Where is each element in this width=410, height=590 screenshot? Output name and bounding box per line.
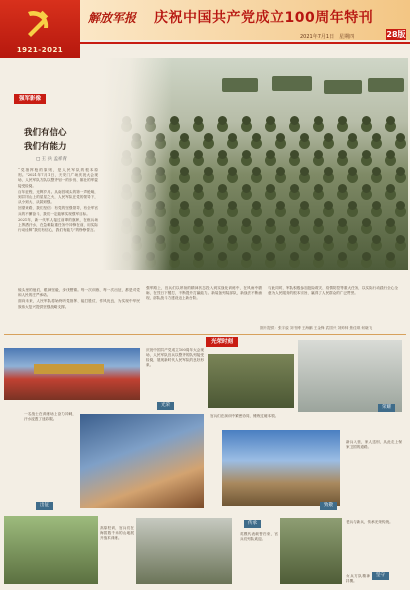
- soldier-shape: [314, 184, 323, 193]
- soldier-shape: [396, 201, 405, 210]
- soldier-shape: [324, 167, 333, 176]
- page-header: [0, 0, 410, 58]
- soldier-shape: [372, 133, 381, 142]
- soldier-shape: [180, 201, 189, 210]
- soldier-shape: [338, 150, 347, 159]
- photo-caption: 新兵入营，家人送别，从此走上保家卫国的道路。: [346, 440, 402, 449]
- soldier-shape: [218, 150, 227, 159]
- soldier-shape: [386, 252, 395, 261]
- soldier-shape: [252, 235, 261, 244]
- soldier-shape: [180, 167, 189, 176]
- issue-date: 2021年7月1日 星期四: [300, 34, 355, 40]
- soldier-shape: [396, 133, 405, 142]
- photo-caption: 官兵们在演训中紧密协同，锤炼过硬本领。: [210, 414, 279, 418]
- soldier-shape: [228, 133, 237, 142]
- soldier-shape: [194, 252, 203, 261]
- article-title-line2: 我们有能力: [24, 142, 67, 152]
- soldier-shape: [372, 201, 381, 210]
- article-paragraph: 百年征程，光辉岁月。从南昌城头的第一声枪响，到井冈山上的星星之火，人民军队在党的领导下，从小到大、从弱到强。: [18, 189, 98, 205]
- soldier-shape: [194, 184, 203, 193]
- soldier-shape: [362, 184, 371, 193]
- soldier-shape: [266, 252, 275, 261]
- photo-farewell: [80, 414, 204, 508]
- soldier-shape: [324, 235, 333, 244]
- soldier-shape: [204, 133, 213, 142]
- soldier-shape: [372, 235, 381, 244]
- photo-caption: 一名战士在训练场上奋力冲刺，汗水浸透了迷彩服。: [24, 412, 76, 421]
- soldier-shape: [228, 167, 237, 176]
- photo-caption: 英模代表载誉归来，官兵们列队欢迎。: [240, 532, 278, 541]
- party-emblem-icon: [20, 6, 56, 42]
- photo-mountain-training: [222, 430, 340, 506]
- article-paragraph: 与此同时，军队积极参加抢险救灾、疫情防控等重大任务，以实际行动践行全心全意为人民服务的根本宗旨，赢得了人民群众的广泛赞誉。: [268, 286, 398, 296]
- soldier-shape: [218, 218, 227, 227]
- soldier-shape: [242, 184, 251, 193]
- soldier-shape: [266, 116, 275, 125]
- soldier-shape: [266, 150, 275, 159]
- soldier-shape: [300, 167, 309, 176]
- tank-shape: [368, 78, 404, 92]
- soldier-shape: [194, 116, 203, 125]
- soldier-shape: [338, 218, 347, 227]
- photo-credit: 图片提供：张宇骁 刘书博 王海鹏 王金锋 武国兴 刘帅帅 焦佳琪 何晓飞: [260, 326, 373, 330]
- tank-shape: [272, 76, 312, 91]
- soldier-shape: [338, 116, 347, 125]
- photo-soldiers-training: [298, 340, 402, 412]
- soldier-shape: [338, 184, 347, 193]
- soldier-shape: [386, 218, 395, 227]
- article-column-2: [146, 286, 262, 328]
- soldier-shape: [242, 150, 251, 159]
- photo-honor-guard: [136, 518, 232, 584]
- soldier-shape: [300, 201, 309, 210]
- article-paragraph: 回望来路，我们坚信：有党的坚强领导，有全军官兵的不懈奋斗，我们一定能够实现强军目标。: [18, 206, 98, 216]
- soldier-shape: [242, 252, 251, 261]
- soldier-shape: [348, 235, 357, 244]
- photo-caption: 老兵与新兵，传承光荣传统。: [346, 520, 393, 524]
- soldier-shape: [266, 218, 275, 227]
- article-column-left: [18, 168, 98, 286]
- soldier-shape: [204, 235, 213, 244]
- soldier-shape: [362, 150, 371, 159]
- soldier-shape: [218, 252, 227, 261]
- soldier-shape: [386, 116, 395, 125]
- photo-label: 荣耀: [378, 404, 395, 412]
- soldier-shape: [348, 133, 357, 142]
- soldier-shape: [338, 252, 347, 261]
- soldier-shape: [314, 218, 323, 227]
- article-title-line1: 我们有信心: [24, 128, 67, 138]
- soldier-shape: [242, 218, 251, 227]
- soldier-shape: [348, 201, 357, 210]
- hero-photo-fade: [102, 58, 172, 270]
- tank-shape: [324, 80, 362, 94]
- soldier-shape: [242, 116, 251, 125]
- header-rule: [80, 42, 410, 44]
- special-issue-title: 庆祝中国共产党成立100周年特刊: [154, 10, 374, 26]
- soldier-shape: [290, 116, 299, 125]
- soldier-shape: [276, 133, 285, 142]
- soldier-shape: [252, 133, 261, 142]
- soldier-shape: [314, 252, 323, 261]
- soldier-shape: [386, 184, 395, 193]
- section-tag-military: 强军影像: [14, 94, 46, 104]
- soldier-shape: [290, 150, 299, 159]
- photo-caption: 庆祝中国共产党成立100周年大会现场，人民军队官兵以整齐的队列接受检阅，展现新时代人民军队的良好形象。: [146, 348, 204, 367]
- soldier-shape: [290, 252, 299, 261]
- soldier-shape: [362, 218, 371, 227]
- hero-photo-troops: [102, 58, 408, 270]
- soldier-shape: [180, 235, 189, 244]
- soldier-shape: [276, 235, 285, 244]
- soldier-shape: [204, 201, 213, 210]
- soldier-shape: [300, 133, 309, 142]
- soldier-shape: [362, 252, 371, 261]
- soldier-shape: [324, 133, 333, 142]
- photo-caption: 女兵方队精神抖擞。: [346, 574, 370, 583]
- soldier-shape: [228, 201, 237, 210]
- article-paragraph: 镜头里的他们，眼神坚毅，步伐铿锵。每一次训练、每一次出征，都是对党和人民的庄严承诺。: [18, 288, 140, 298]
- soldier-shape: [362, 116, 371, 125]
- article-paragraph: 强军路上，官兵们以昂扬的精神状态投入到实战化训练中，在风雨中磨砺，在烈日下锻打，不断提升打赢能力。新装备列装部队，新战法不断涌现，部队战斗力建设迈上新台阶。: [146, 286, 262, 301]
- soldier-shape: [252, 167, 261, 176]
- soldier-shape: [180, 133, 189, 142]
- photo-veterans: [4, 516, 98, 584]
- photo-label: 致敬: [320, 502, 337, 510]
- soldier-shape: [266, 184, 275, 193]
- article-paragraph: 面向未来，人民军队将始终听党指挥、能打胜仗、作风优良，为实现中华民族伟大复兴提供坚强战略支撑。: [18, 299, 140, 309]
- article-column-1: [18, 288, 140, 328]
- soldier-shape: [396, 235, 405, 244]
- soldier-shape: [396, 167, 405, 176]
- soldier-shape: [194, 150, 203, 159]
- photo-soldiers-row: [208, 354, 294, 408]
- article-column-3: [268, 286, 398, 320]
- soldier-shape: [314, 116, 323, 125]
- soldier-shape: [218, 116, 227, 125]
- gate-roof-shape: [34, 364, 104, 374]
- soldier-shape: [300, 235, 309, 244]
- soldier-shape: [252, 201, 261, 210]
- soldier-shape: [276, 167, 285, 176]
- article-paragraph: “党指挥枪的原则，是人民军队的根本原则。”2021年7月1日，天安门广场庆祝大会现场，人民军队方队以整齐划一的步伐、雄壮的军姿接受检阅。: [18, 168, 98, 188]
- photo-label: 坚守: [372, 572, 389, 580]
- page-number-badge: 28版: [386, 30, 406, 39]
- photo-label: 光荣: [157, 402, 174, 410]
- article-byline: □ 王 兵 孟祥青: [36, 157, 68, 162]
- soldier-shape: [290, 184, 299, 193]
- photo-label: 出征: [36, 502, 53, 510]
- newspaper-brand: 解放军报: [88, 11, 137, 25]
- section-tag-glory: 光荣时刻: [206, 337, 238, 347]
- photo-caption: 高原驻训，官兵们在海拔数千米的山地展开战术训练。: [100, 526, 134, 540]
- section-divider: [4, 334, 406, 335]
- article-paragraph: 2021年，新一代军人接过前辈的旗帜，在练兵场上挥洒汗水，在急难险重任务中冲锋在前，用实际行动诠释“我们有信心，我们有能力”的铮铮誓言。: [18, 217, 98, 233]
- photo-troop-cheer: [280, 518, 342, 584]
- soldier-shape: [314, 150, 323, 159]
- soldier-shape: [194, 218, 203, 227]
- soldier-shape: [204, 167, 213, 176]
- soldier-shape: [324, 201, 333, 210]
- soldier-shape: [218, 184, 227, 193]
- photo-tiananmen: [4, 348, 140, 400]
- years-label: 1921-2021: [16, 46, 64, 54]
- photo-label: 传承: [244, 520, 261, 528]
- soldier-shape: [276, 201, 285, 210]
- soldier-shape: [348, 167, 357, 176]
- soldier-shape: [372, 167, 381, 176]
- soldier-shape: [290, 218, 299, 227]
- soldier-shape: [228, 235, 237, 244]
- soldier-shape: [386, 150, 395, 159]
- tank-shape: [222, 78, 258, 92]
